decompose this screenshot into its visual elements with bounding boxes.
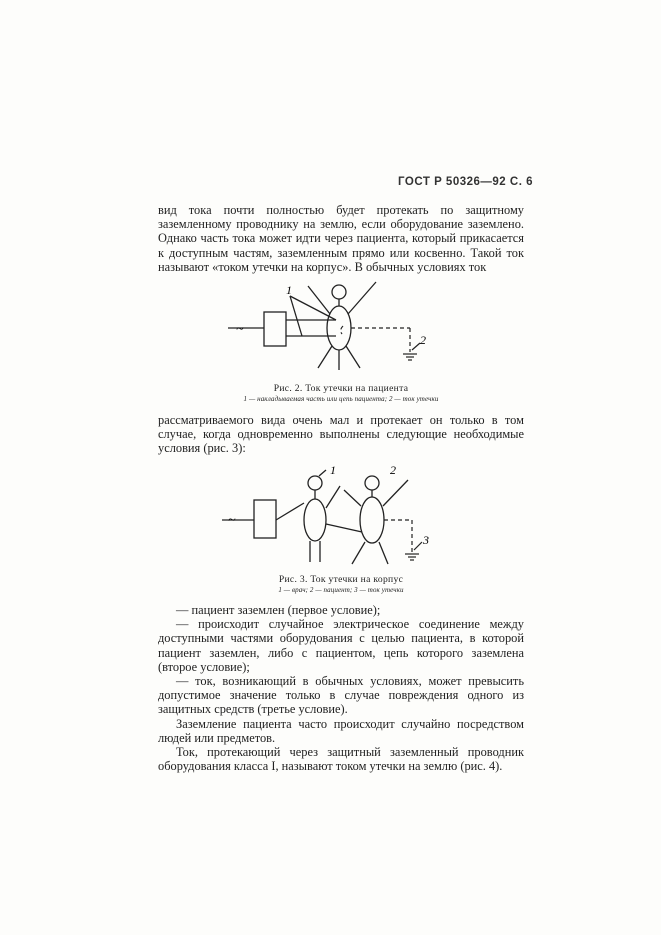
figure-2-diagram (228, 278, 444, 378)
figure-3-title: Рис. 3. Ток утечки на корпус (278, 574, 404, 585)
figure-2-label-2: 2 (420, 333, 426, 347)
paragraph-2 (158, 413, 524, 456)
figure-2-label-1: 1 (286, 283, 292, 297)
source-symbol: ~ (236, 322, 244, 337)
figure-3-legend: 1 — врач; 2 — пациент; 3 — ток утечки (278, 586, 404, 594)
page-header: ГОСТ Р 50326—92 С. 6 (398, 176, 533, 188)
figure-2-legend: 1 — накладываемая часть или цепь пациента; 2 — ток утечки (243, 395, 439, 403)
paragraph-4-text: Ток, протекающий через защитный заземленный проводник оборудования класса I, называют током утечки на землю (рис. 4). (158, 745, 524, 774)
condition-3: — ток, возникающий в обычных условиях, может превысить допустимое значение только в случае повреждения одного из защитных средств (третье условие). (158, 674, 524, 717)
figure-3-label-2: 2 (390, 463, 396, 477)
figure-3-diagram (222, 463, 442, 578)
figure-3-label-3: 3 (423, 533, 429, 547)
source-symbol: ~ (228, 513, 236, 528)
figure-2-caption (158, 383, 524, 403)
paragraph-1-text: вид тока почти полностью будет протекать по защитному заземленному проводнику на землю, если оборудование заземлено. Однако часть тока может идти через пациента, который прикасается к доступным частям, заземленным прямо или косвенно. Такой ток называют «током утечки на корпус». В обычных условиях ток (158, 203, 524, 274)
conditions-and-closing (158, 603, 524, 773)
paragraph-1 (158, 203, 524, 274)
paragraph-3-text: Заземление пациента часто происходит случайно посредством людей или предметов. (158, 716, 524, 745)
figure-2-title: Рис. 2. Ток утечки на пациента (273, 383, 409, 394)
figure-3-caption (158, 574, 524, 594)
condition-2: — происходит случайное электрическое соединение между доступными частями оборудования с целью пациента, в которой пациент заземлен, либо с пациентом, цепь которого заземлена (второе условие); (158, 617, 524, 674)
paragraph-2-text: рассматриваемого вида очень мал и протекает он только в том случае, когда одновременно выполнены следующие необходимые условия (рис. 3): (158, 413, 524, 456)
figure-3-label-1: 1 (330, 463, 336, 477)
condition-1: — пациент заземлен (первое условие); (176, 603, 381, 617)
